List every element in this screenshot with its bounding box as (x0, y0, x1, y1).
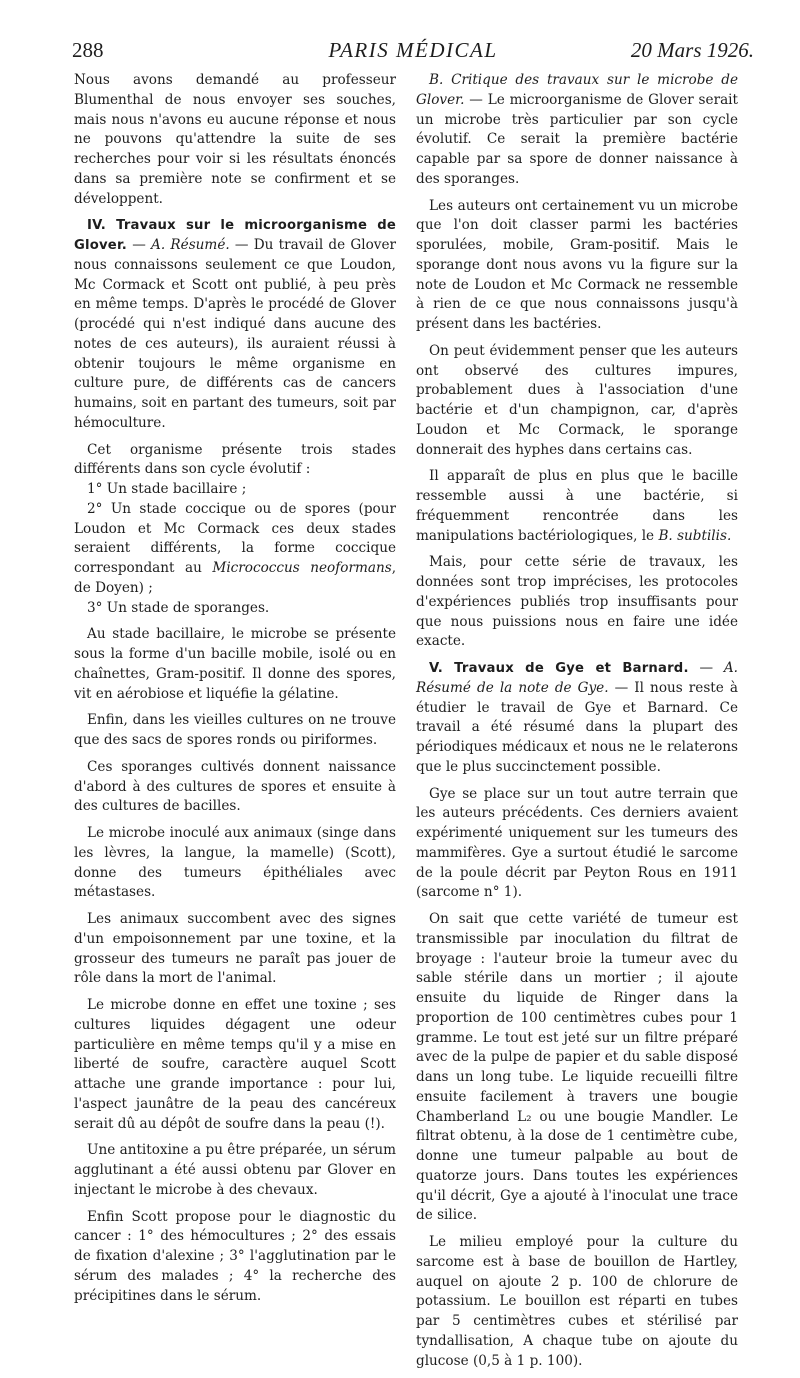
paragraph: Gye se place sur un tout autre terrain que les auteurs précédents. Ces derniers avaient expérimenté uniquement sur les tumeurs des mammifères. Gye a surtout étudié le sarcome de la poule décrit par Peyton Rous en 1911 (sarcome n° 1). (416, 785, 738, 901)
paragraph-text: Du travail de Glover nous connaissons seulement ce que Loudon, Mc Cormack et Scott ont publié, à peu près en même temps. D'après le procédé de Glover (procédé qui n'est indiqué dans aucune des notes de ces auteurs), ils auraient réussi à obtenir toujours le même organisme en culture pure, de différents cas de cancers humains, soit en partant des tumeurs, soit par hémoculture. (74, 237, 396, 431)
paragraph: Nous avons demandé au professeur Blumenthal de nous envoyer ses souches, mais nous n'avons eu aucune réponse et nous ne pouvons qu'attendre la suite de ses recherches pour voir si les résultats énoncés dans sa première note se confirment et se développent. (74, 72, 396, 207)
critique-paragraph: B. Critique des travaux sur le microbe de Glover. — Le microorganisme de Glover serait un microbe très particulier par son cycle évolutif. Ce serait la première bactérie capable par sa spore de donner naissance à des sporanges. (416, 72, 738, 187)
paragraph: Cet organisme présente trois stades différents dans son cycle évolutif : (74, 441, 396, 478)
page-number: 288 (72, 38, 104, 62)
section-iv: IV. Travaux sur le microorganisme de Glover. — A. Résumé. — Du travail de Glover nous connaissons seulement ce que Loudon, Mc Cormack et Scott ont publié, à peu près en même temps. D'après le procédé de Glover (procédé qui n'est indiqué dans aucune des notes de ces auteurs), ils auraient réussi à obtenir toujours le même organisme en culture pure, de différents cas de cancers humains, soit en partant des tumeurs, soit par hémoculture. (74, 218, 396, 431)
paragraph: Une antitoxine a pu être préparée, un sérum agglutinant a été aussi obtenu par Glover en injectant le microbe à des chevaux. (74, 1142, 396, 1198)
species-name: Micrococcus neoformans (212, 560, 392, 576)
running-header (72, 38, 754, 66)
paragraph: Ces sporanges cultivés donnent naissance d'abord à des cultures de spores et ensuite à des cultures de bacilles. (74, 758, 396, 815)
paragraph-text: Le microorganisme de Glover serait un microbe très particulier par son cycle évolutif. Ce serait la première bactérie capable par sa spore de donner naissance à des sporanges. (416, 91, 738, 187)
list-item-text: 2° Un stade coccique ou de spores (pour Loudon et Mc Cormack ces deux stades seraient différents, la forme coccique correspondant au (74, 500, 396, 576)
subsection-label: A. Résumé. (151, 237, 230, 253)
paragraph: Enfin, dans les vieilles cultures on ne trouve que des sacs de spores ronds ou piriformes. (74, 712, 396, 748)
species-name: B. subtilis. (658, 527, 732, 544)
left-column (74, 71, 396, 1313)
paragraph: Le microbe donne en effet une toxine ; ses cultures liquides dégagent une odeur particulière en même temps qu'il y a mise en liberté de soufre, caractère auquel Scott attache une grande importance : pour lui, l'aspect jaunâtre de la peau des cancéreux serait dû au dépôt de soufre dans la peau (!). (74, 997, 396, 1132)
paragraph: Le microbe inoculé aux animaux (singe dans les lèvres, la langue, la mamelle) (Scott), donne des tumeurs épithéliales avec métastases. (74, 825, 396, 901)
paragraph: On peut évidemment penser que les auteurs ont observé des cultures impures, probablement dues à l'association d'une bactérie et d'un champignon, car, d'après Loudon et Mc Cormack, le sporange donnerait des hyphes dans certains cas. (416, 342, 738, 458)
subsection-label: B. Critique des travaux sur le microbe de Glover. (416, 72, 738, 108)
paragraph: Au stade bacillaire, le microbe se présente sous la forme d'un bacille mobile, isolé ou en chaînettes, Gram-positif. Il donne des spores, vit en aérobiose et liquéfie la gélatine. (74, 626, 396, 702)
list-item (74, 500, 396, 599)
paragraph-text: Il nous reste à étudier le travail de Gye et Barnard. Ce travail a été résumé dans la plupart des périodiques médicaux et nous ne le relaterons que le plus succinctement possible. (416, 679, 738, 775)
paragraph: Enfin Scott propose pour le diagnostic du cancer : 1° des hémocultures ; 2° des essais de fixation d'alexine ; 3° l'agglutination par le sérum des malades ; 4° la recherche des précipitines dans le sérum. (74, 1208, 396, 1304)
paragraph: On sait que cette variété de tumeur est transmissible par inoculation du filtrat de broyage : l'auteur broie la tumeur avec du sable stérile dans un mortier ; il ajoute ensuite du liquide de Ringer dans la proportion de 100 centimètres cubes pour 1 gramme. Le tout est jeté sur un filtre préparé avec de la pulpe de papier et du sable disposé dans un long tube. Le liquide recueilli filtre ensuite facilement à travers une bougie Chamberland L₂ ou une bougie Mandler. Le filtrat obtenu, à la dose de 1 centimètre cube, donne une tumeur palpable au bout de quatorze jours. Dans toutes les expériences qu'il décrit, Gye a ajouté à l'inoculat une trace de silice. (416, 911, 738, 1224)
list-item: 1° Un stade bacillaire ; (87, 481, 247, 497)
subsection-label: A. Résumé de la note de Gye. (416, 660, 738, 696)
paragraph: Le milieu employé pour la culture du sarcome est à base de bouillon de Hartley, auquel on ajoute 2 p. 100 de chlorure de potassium. Le bouillon est réparti en tubes par 5 centimètres cubes et stérilisé par tyndallisation, A chaque tube on ajoute du glucose (0,5 à 1 p. 100). (416, 1234, 738, 1369)
right-column (416, 71, 738, 1378)
paragraph: Les animaux succombent avec des signes d'un empoisonnement par une toxine, et la grosseur des tumeurs ne paraît pas jouer de rôle dans la mort de l'animal. (74, 911, 396, 987)
section-heading: V. Travaux de Gye et Barnard. (429, 661, 689, 676)
paragraph-text: Il apparaît de plus en plus que le bacille ressemble aussi à une bactérie, si fréquemment rencontrée dans les manipulations bactériologiques, le (416, 468, 738, 544)
list-item: 3° Un stade de sporanges. (87, 599, 270, 616)
journal-title: PARIS MÉDICAL (328, 38, 498, 62)
section-heading: IV. Travaux sur le microorganisme de Glover. (74, 218, 396, 253)
section-v: V. Travaux de Gye et Barnard. — A. Résumé de la note de Gye. — Il nous reste à étudier le travail de Gye et Barnard. Ce travail a été résumé dans la plupart des périodiques médicaux et nous ne le relaterons que le plus succinctement possible. (416, 660, 738, 775)
list-item-text: , de Doyen) ; (74, 560, 397, 596)
paragraph: Les auteurs ont certainement vu un microbe que l'on doit classer parmi les bactéries sporulées, mobile, Gram-positif. Mais le sporange dont nous avons vu la figure sur la note de Loudon et Mc Cormack ne ressemble à rien de ce que nous connaissons jusqu'à présent dans les bactéries. (416, 197, 738, 332)
issue-date: 20 Mars 1926. (630, 38, 754, 62)
paragraph (416, 467, 738, 546)
paragraph: Mais, pour cette série de travaux, les données sont trop imprécises, les protocoles d'expériences publiés trop insuffisants pour que nous puissions nous en faire une idée exacte. (416, 554, 738, 650)
